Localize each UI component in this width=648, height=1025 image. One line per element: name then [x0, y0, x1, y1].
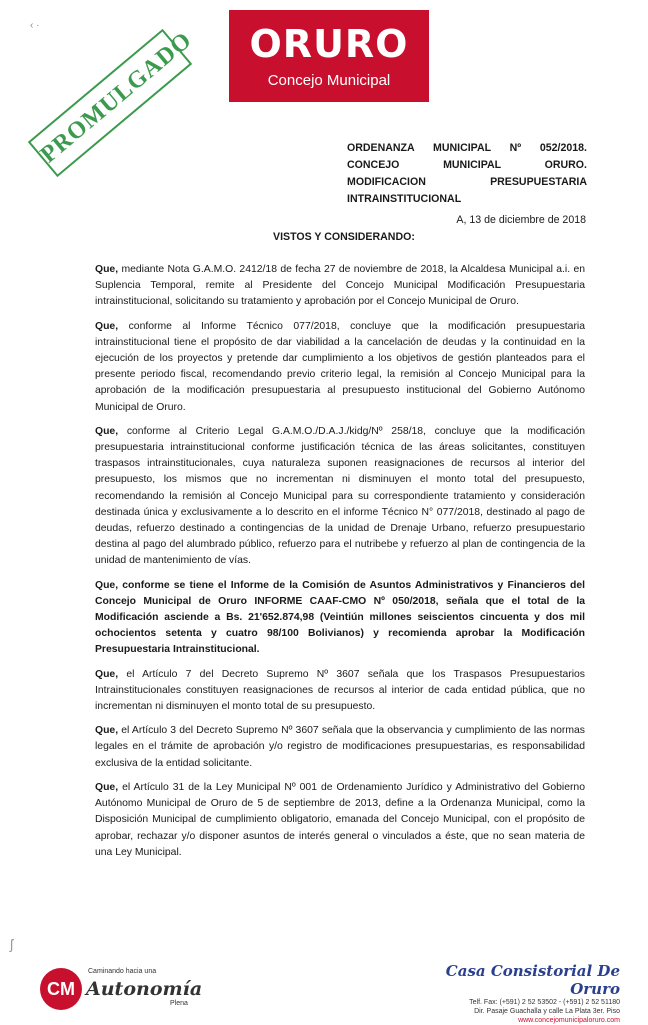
- cm-tag-main: Autonomía: [86, 978, 203, 1000]
- paragraph-text: mediante Nota G.A.M.O. 2412/18 de fecha 27 de noviembre de 2018, la Alcaldesa Municipal a.i. en Suplencia Temporal, remite al Presidente del Concejo Municipal Modificación Presupuestaria intrainstitucional, solicitando su tratamiento y aprobación por el Concejo Municipal de Oruro.: [95, 264, 585, 308]
- document-date: A, 13 de diciembre de 2018: [456, 214, 586, 226]
- paragraph-lead: Que,: [95, 425, 119, 437]
- considerando-paragraph: [95, 723, 585, 772]
- cm-tag-top: Caminando hacia una: [88, 968, 157, 975]
- casa-address: Dir. Pasaje Guachalla y calle La Plata 3er. Piso: [474, 1008, 620, 1015]
- paragraph-lead: Que,: [95, 725, 119, 737]
- logo-word: ORURO: [249, 22, 409, 66]
- autonomia-logo: [40, 964, 240, 1014]
- document-title: ORDENANZA MUNICIPAL Nº 052/2018. CONCEJO MUNICIPAL ORURO. MODIFICACION PRESUPUESTARIA INTRAINSTITUCIONAL: [347, 142, 587, 205]
- oruro-logo: [229, 10, 429, 102]
- paragraph-lead: Que,: [95, 264, 119, 275]
- paragraph-text: el Artículo 3 del Decreto Supremo Nº 3607 señala que la observancia y cumplimiento de las normas legales en el trámite de aprobación y/o registro de modificaciones presupuestarias, es responsabilidad exclusiva de la entidad solicitante.: [95, 725, 585, 769]
- considerando-paragraph: [95, 262, 585, 311]
- document-body: [95, 262, 585, 869]
- cm-logo-icon: CM: [40, 968, 82, 1010]
- considerando-paragraph: [95, 667, 585, 716]
- casa-title: Casa Consistorial De Oruro: [445, 962, 620, 998]
- scan-mark: ‹ ·: [30, 20, 40, 31]
- promulgado-stamp: PROMULGADO: [28, 29, 192, 177]
- considerando-paragraph: [95, 780, 585, 861]
- paragraph-text: conforme al Informe Técnico 077/2018, concluye que la modificación presupuestaria intrainstitucional tiene el propósito de dar viabilidad a la cancelación de deudas y la continuidad en la ejecución de los proyectos y pretende dar cumplimiento a los objetivos de gestión planteados para el presente periodo fiscal, recomendando previo criterio legal, la remisión al Concejo Municipal para la aprobación de la modificación presupuestaria al presupuesto institucional del Gobierno Autónomo Municipal de Oruro.: [95, 320, 585, 413]
- paragraph-text: el Artículo 31 de la Ley Municipal Nº 001 de Ordenamiento Jurídico y Administrativo del Gobierno Autónomo Municipal de Oruro de 5 de septiembre de 2013, define a la Ordenanza Municipal, como la Disposición Municipal de cumplimiento obligatorio, emanada del Concejo Municipal, con el propósito de aprobar, rechazar y/o disponer asuntos de interés general o vinculados a éste, que no sean materia de una Ley Municipal.: [95, 781, 585, 858]
- section-heading: VISTOS Y CONSIDERANDO:: [273, 231, 415, 243]
- paragraph-text: conforme al Criterio Legal G.A.M.O./D.A.J./kidg/Nº 258/18, concluye que la modificación presupuestaria intrainstitucional conforme justificación técnica de las áreas solicitantes, constituyen traspasos intrainstitucionales, cuya naturaleza suponen reasignaciones de recursos al interior del presupuesto, los mismos que no incrementan ni disminuyen el monto total del presupuesto, recomendando la remisión al Concejo Municipal para su correspondiente tratamiento y consideración destinada única y exclusivamente a lo descrito en el informe Técnico N° 077/2018, destinado al pago de deudas, refuerzo destinado a contingencias de la unidad de Drenaje Urbano, refuerzo presupuestario destina al pago del alumbrado público, refuerzo para el nutribebe y refuerzo al plan de contingencia de la unidad de mantenimiento de vías.: [95, 425, 585, 567]
- paragraph-lead: Que,: [95, 781, 119, 793]
- paragraph-lead: Que,: [95, 668, 119, 680]
- paragraph-text: conforme se tiene el Informe de la Comisión de Asuntos Administrativos y Financieros del Concejo Municipal de Oruro INFORME CAAF-CMO Nº 050/2018, señala que el total de la Modificación asciende a Bs. 21'652.874,98 (Veintiún millones seiscientos cincuenta y dos mil ochocientos setenta y cuatro 98/100 Bolivianos) y recomienda aprobar la Modificación Presupuestaria Intrainstitucional.: [95, 579, 585, 656]
- paragraph-lead: Que,: [95, 320, 119, 332]
- margin-mark: ʃ: [10, 936, 14, 952]
- footer-contact: [420, 962, 620, 1025]
- considerando-paragraph: [95, 578, 585, 659]
- casa-web-link[interactable]: www.concejomunicipaloruro.com: [518, 1017, 620, 1024]
- considerando-paragraph: [95, 424, 585, 570]
- paragraph-lead: Que,: [95, 579, 119, 591]
- paragraph-text: el Artículo 7 del Decreto Supremo Nº 3607 señala que los Traspasos Presupuestarios Intrainstitucionales constituyen reasignaciones de recursos al interior de cada entidad pública, que no incrementan ni disminuyen el monto total de su presupuesto.: [95, 668, 585, 713]
- considerando-paragraph: [95, 319, 585, 416]
- logo-subtitle: Concejo Municipal: [267, 72, 391, 89]
- casa-phone: Telf. Fax: (+591) 2 52 53502 - (+591) 2 52 51180: [469, 999, 620, 1006]
- cm-tag-bottom: Plena: [170, 1000, 188, 1007]
